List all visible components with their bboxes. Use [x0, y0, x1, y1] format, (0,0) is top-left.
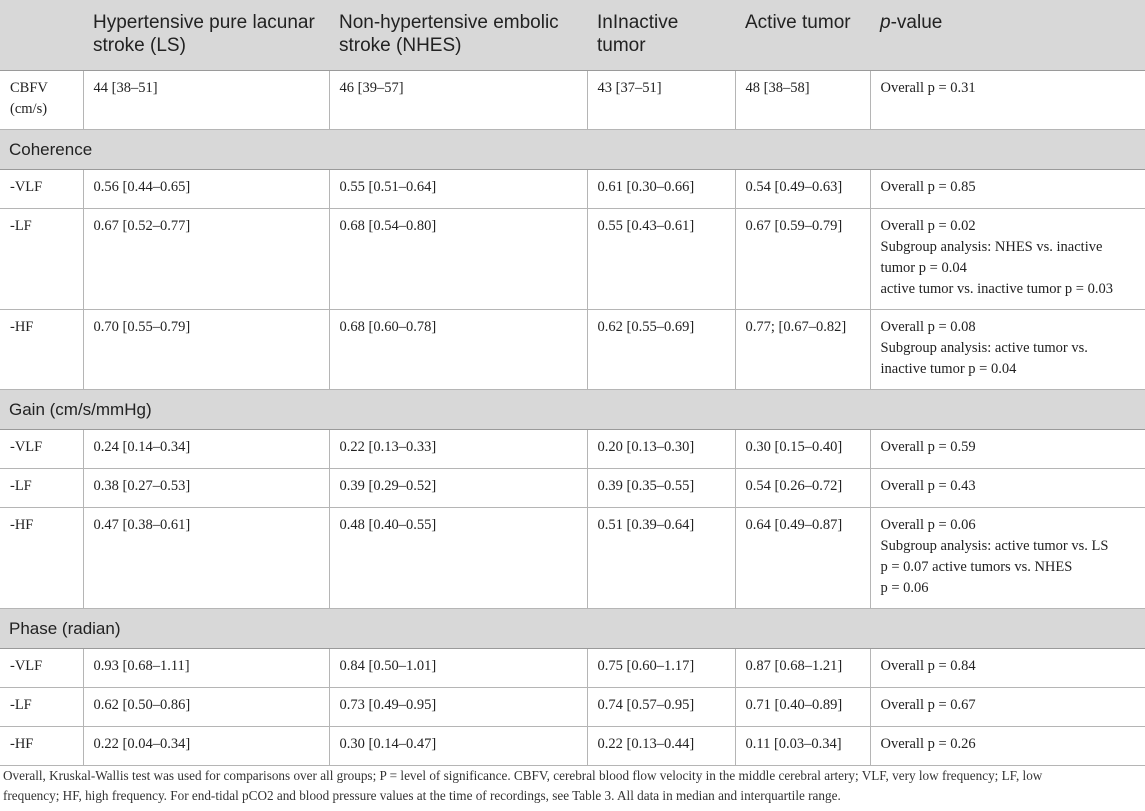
cell-p	[870, 71, 1145, 130]
cell-active: 48 [38–58]	[735, 71, 870, 130]
cell-ls: 44 [38–51]	[83, 71, 329, 130]
p-line: Subgroup analysis: NHES vs. inactive	[880, 239, 1103, 255]
section-gain	[0, 390, 1145, 430]
table-row	[0, 430, 1145, 469]
cell-p	[870, 209, 1145, 310]
cell-active: 0.71 [0.40–0.89]	[735, 688, 870, 727]
cell-active: 0.54 [0.26–0.72]	[735, 469, 870, 508]
row-label: -VLF	[0, 170, 83, 209]
table-row	[0, 727, 1145, 766]
row-label: -LF	[0, 209, 83, 310]
cell-p	[870, 170, 1145, 209]
row-label: -VLF	[0, 649, 83, 688]
table-row	[0, 310, 1145, 390]
cell-inactive: 0.61 [0.30–0.66]	[587, 170, 735, 209]
p-line: inactive tumor p = 0.04	[880, 361, 1017, 377]
table-row	[0, 688, 1145, 727]
section-title: Phase (radian)	[0, 609, 1145, 649]
cell-active: 0.11 [0.03–0.34]	[735, 727, 870, 766]
section-title: Gain (cm/s/mmHg)	[0, 390, 1145, 430]
p-line: Overall p = 0.02	[880, 218, 976, 234]
section-coherence	[0, 130, 1145, 170]
cell-p	[870, 727, 1145, 766]
table-row	[0, 469, 1145, 508]
cell-ls: 0.22 [0.04–0.34]	[83, 727, 329, 766]
cell-nhes: 0.55 [0.51–0.64]	[329, 170, 587, 209]
cell-active: 0.54 [0.49–0.63]	[735, 170, 870, 209]
p-line: Overall p = 0.06	[880, 517, 976, 533]
cell-active: 0.87 [0.68–1.21]	[735, 649, 870, 688]
cell-ls: 0.24 [0.14–0.34]	[83, 430, 329, 469]
cell-ls: 0.70 [0.55–0.79]	[83, 310, 329, 390]
p-line: Overall p = 0.08	[880, 319, 976, 335]
cell-ls: 0.93 [0.68–1.11]	[83, 649, 329, 688]
cell-nhes: 0.73 [0.49–0.95]	[329, 688, 587, 727]
footnote-line: frequency; HF, high frequency. For end-tidal pCO2 and blood pressure values at the time of recordings, see Table 3. All data in median and interquartile range.	[3, 788, 841, 803]
table-row	[0, 170, 1145, 209]
row-label: -LF	[0, 688, 83, 727]
footnote-line: Overall, Kruskal-Wallis test was used for comparisons over all groups; P = level of significance. CBFV, cerebral blood flow velocity in the middle cerebral artery; VLF, very low frequency; LF, low	[3, 768, 1043, 783]
row-label: -LF	[0, 469, 83, 508]
p-line: p = 0.07 active tumors vs. NHES	[880, 559, 1073, 575]
header-ls: Hypertensive pure lacunar stroke (LS)	[83, 0, 329, 71]
p-line: active tumor vs. inactive tumor p = 0.03	[880, 281, 1113, 297]
cell-inactive: 0.22 [0.13–0.44]	[587, 727, 735, 766]
cell-p	[870, 688, 1145, 727]
row-label: -HF	[0, 310, 83, 390]
cell-p	[870, 469, 1145, 508]
header-p-value: p-value	[870, 0, 1145, 71]
cell-inactive: 0.62 [0.55–0.69]	[587, 310, 735, 390]
row-label: -HF	[0, 508, 83, 609]
p-line: Overall p = 0.85	[880, 179, 976, 195]
cell-active: 0.67 [0.59–0.79]	[735, 209, 870, 310]
p-line: Overall p = 0.43	[880, 478, 976, 494]
table-row	[0, 508, 1145, 609]
header-row	[0, 0, 1145, 71]
cell-p	[870, 649, 1145, 688]
cell-nhes: 0.84 [0.50–1.01]	[329, 649, 587, 688]
cell-ls: 0.56 [0.44–0.65]	[83, 170, 329, 209]
p-line: Subgroup analysis: active tumor vs. LS	[880, 538, 1109, 554]
cell-ls: 0.67 [0.52–0.77]	[83, 209, 329, 310]
table-row-cbfv	[0, 71, 1145, 130]
cell-p	[870, 508, 1145, 609]
section-phase	[0, 609, 1145, 649]
table-footnote	[3, 766, 1143, 806]
p-line: Overall p = 0.84	[880, 658, 976, 674]
cell-inactive: 0.39 [0.35–0.55]	[587, 469, 735, 508]
p-line: Overall p = 0.26	[880, 736, 976, 752]
p-line: Overall p = 0.59	[880, 439, 976, 455]
cell-p	[870, 310, 1145, 390]
cell-inactive: 0.51 [0.39–0.64]	[587, 508, 735, 609]
cell-ls: 0.47 [0.38–0.61]	[83, 508, 329, 609]
header-empty	[0, 0, 83, 71]
section-title: Coherence	[0, 130, 1145, 170]
cell-ls: 0.62 [0.50–0.86]	[83, 688, 329, 727]
p-line: Overall p = 0.31	[880, 80, 976, 96]
cell-p	[870, 430, 1145, 469]
p-line: p = 0.06	[880, 580, 929, 596]
cell-active: 0.77; [0.67–0.82]	[735, 310, 870, 390]
cell-nhes: 0.48 [0.40–0.55]	[329, 508, 587, 609]
cell-ls: 0.38 [0.27–0.53]	[83, 469, 329, 508]
cell-inactive: 0.55 [0.43–0.61]	[587, 209, 735, 310]
table-row	[0, 209, 1145, 310]
cell-nhes: 46 [39–57]	[329, 71, 587, 130]
cell-nhes: 0.39 [0.29–0.52]	[329, 469, 587, 508]
cell-inactive: 0.20 [0.13–0.30]	[587, 430, 735, 469]
cell-nhes: 0.30 [0.14–0.47]	[329, 727, 587, 766]
cell-active: 0.30 [0.15–0.40]	[735, 430, 870, 469]
table-row	[0, 649, 1145, 688]
cell-active: 0.64 [0.49–0.87]	[735, 508, 870, 609]
cell-nhes: 0.68 [0.60–0.78]	[329, 310, 587, 390]
cell-nhes: 0.22 [0.13–0.33]	[329, 430, 587, 469]
row-label: CBFV (cm/s)	[0, 71, 83, 130]
p-line: tumor p = 0.04	[880, 260, 967, 276]
row-label: -VLF	[0, 430, 83, 469]
header-nhes: Non-hypertensive embolic stroke (NHES)	[329, 0, 587, 71]
cell-inactive: 43 [37–51]	[587, 71, 735, 130]
p-line: Subgroup analysis: active tumor vs.	[880, 340, 1088, 356]
p-line: Overall p = 0.67	[880, 697, 976, 713]
header-inactive-tumor: InInactive tumor	[587, 0, 735, 71]
header-active-tumor: Active tumor	[735, 0, 870, 71]
row-label: -HF	[0, 727, 83, 766]
cell-nhes: 0.68 [0.54–0.80]	[329, 209, 587, 310]
cell-inactive: 0.75 [0.60–1.17]	[587, 649, 735, 688]
cell-inactive: 0.74 [0.57–0.95]	[587, 688, 735, 727]
